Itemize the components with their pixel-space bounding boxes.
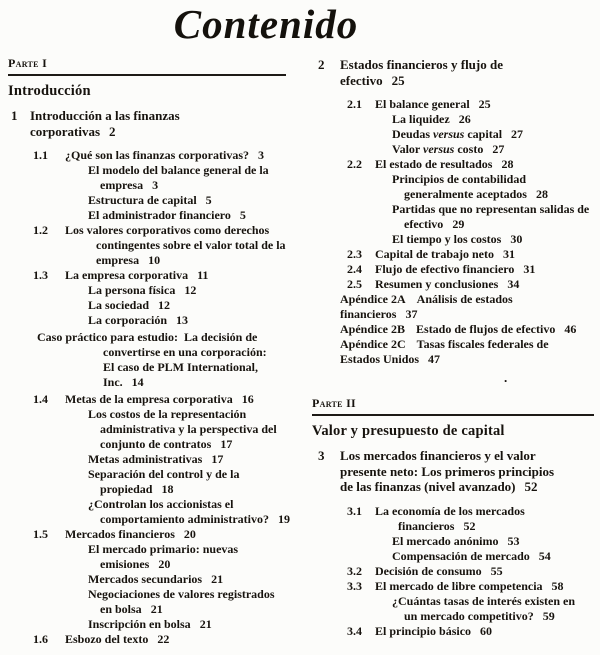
entry-line-continuation: [8, 253, 286, 268]
entry-line: [312, 292, 594, 307]
entry-line-continuation: [8, 512, 290, 527]
entry-text: Tasas fiscales federales de: [416, 337, 549, 351]
page-number: 3: [258, 148, 265, 162]
entry-line: [312, 564, 594, 579]
toc-section: [8, 148, 286, 163]
page-number: 27: [492, 142, 505, 156]
entry-text: Introducción: [8, 83, 91, 99]
appendix-label: Apéndice 2C: [340, 337, 406, 351]
toc-topic: [8, 587, 286, 617]
entry-line: [8, 193, 286, 208]
page-number: 14: [131, 375, 144, 389]
entry-text: El modelo del balance general de la: [88, 163, 269, 177]
entry-number: 3.4: [347, 623, 362, 638]
entry-text: Separación del control y de la: [88, 467, 240, 481]
entry-line: [8, 268, 286, 283]
entry-text: El balance general: [375, 97, 470, 111]
entry-text: Esbozo del texto: [65, 632, 149, 646]
toc-topic: [312, 112, 594, 127]
entry-line-continuation: [312, 519, 594, 534]
entry-text: Decisión de consumo: [375, 563, 482, 578]
part-divider-rule: [312, 414, 594, 416]
toc-chapter: [312, 57, 594, 88]
entry-line-continuation: [312, 187, 594, 202]
toc-section: [8, 632, 286, 647]
entry-text: conjunto de contratos: [100, 437, 212, 451]
page-number: 26: [458, 112, 471, 126]
entry-line: [312, 172, 594, 187]
entry-text: generalmente aceptados: [404, 187, 527, 201]
entry-text: versus: [433, 127, 465, 141]
page-number: 16: [241, 392, 254, 406]
page-number: 31: [523, 262, 536, 276]
entry-line: [312, 397, 594, 410]
toc-section: [8, 527, 286, 542]
toc-topic: [8, 572, 286, 587]
entry-line: [312, 112, 594, 127]
entry-line: [312, 322, 594, 337]
page-number: 52: [463, 518, 476, 533]
entry-text: El mercado anónimo: [392, 533, 499, 548]
entry-line: [312, 579, 594, 594]
entry-text: un mercado competitivo?: [404, 608, 534, 623]
toc-topic: [312, 594, 594, 624]
entry-text: Metas administrativas: [88, 452, 203, 466]
toc-section: [312, 624, 594, 639]
entry-line: [312, 57, 594, 73]
entry-line: [312, 202, 594, 217]
entry-text: Estados Unidos: [340, 352, 420, 366]
entry-number: 2: [318, 57, 325, 72]
entry-text: Mercados secundarios: [88, 572, 203, 586]
entry-line: [8, 330, 286, 345]
toc-topic: [8, 497, 290, 527]
entry-line: [8, 467, 286, 482]
page-number: 20: [158, 557, 171, 571]
entry-line-continuation: [8, 360, 286, 375]
entry-text: La economía de los mercados: [375, 503, 525, 518]
entry-number: 2.3: [347, 247, 362, 261]
entry-line: [8, 617, 286, 632]
toc-appendix: [312, 337, 594, 367]
entry-text: Negociaciones de valores registrados: [88, 587, 275, 601]
entry-text: Estructura de capital: [88, 193, 197, 207]
page-number: 17: [220, 437, 233, 451]
entry-line: [312, 232, 594, 247]
entry-line-continuation: [8, 345, 286, 360]
page-number: 30: [510, 232, 523, 246]
page-number: 55: [490, 563, 503, 578]
entry-line: [8, 632, 286, 647]
entry-text: Capital de trabajo neto: [375, 247, 494, 261]
toc-appendix: [312, 322, 594, 337]
entry-text: Metas de la empresa corporativa: [65, 392, 233, 406]
entry-text: financieros: [340, 307, 397, 321]
entry-line: [312, 262, 594, 277]
toc-topic: [8, 193, 286, 208]
entry-number: 1: [11, 108, 18, 123]
entry-line: [312, 97, 594, 112]
entry-text: contingentes sobre el valor total de la: [96, 238, 286, 252]
toc-section: [312, 277, 594, 292]
toc-section: [8, 268, 286, 283]
entry-text: Estado de flujos de efectivo: [416, 322, 556, 336]
entry-text: Estados financieros y flujo de: [340, 57, 503, 72]
entry-line: [8, 497, 286, 512]
toc-section: [312, 97, 594, 112]
page-number: 5: [205, 193, 212, 207]
page-number: 37: [405, 307, 418, 321]
toc-topic: [312, 534, 594, 549]
entry-line: [8, 208, 286, 223]
entry-text: empresa: [96, 253, 140, 267]
entry-text: Análisis de estados: [416, 292, 513, 306]
toc-heading: [8, 82, 286, 100]
entry-line: [312, 549, 594, 564]
stray-mark: .: [504, 370, 508, 385]
page-number: 29: [452, 217, 465, 231]
entry-text: Inc.: [103, 375, 123, 389]
entry-text: Resumen y conclusiones: [375, 277, 499, 291]
entry-text: propiedad: [100, 482, 153, 496]
entry-number: 1.5: [33, 527, 48, 541]
toc-topic: [312, 142, 594, 157]
entry-text: La empresa corporativa: [65, 268, 189, 282]
page-number: 13: [176, 313, 188, 327]
page-number: 10: [148, 253, 161, 267]
part-divider-rule: [8, 74, 286, 76]
page-number: 11: [197, 268, 209, 282]
entry-line-continuation: [8, 422, 286, 437]
entry-text: Inscripción en bolsa: [88, 617, 191, 631]
entry-line: [312, 142, 594, 157]
entry-line: [8, 572, 286, 587]
entry-text: Valor: [392, 142, 424, 156]
entry-text: El mercado de libre competencia: [375, 578, 543, 593]
entry-line: [8, 298, 286, 313]
page-number: 28: [501, 157, 514, 171]
toc-topic: [8, 452, 286, 467]
entry-line: [8, 163, 286, 178]
toc-topic: [8, 283, 286, 298]
page-number: 22: [157, 632, 170, 646]
entry-text: ¿Qué son las finanzas corporativas?: [65, 148, 250, 162]
entry-text: Mercados financieros: [65, 527, 175, 541]
toc-section: [8, 392, 286, 407]
page-number: 12: [184, 283, 197, 297]
entry-text: El administrador financiero: [88, 208, 231, 222]
entry-line: [312, 504, 594, 519]
entry-text: corporativas: [30, 123, 101, 139]
page-number: 25: [391, 72, 405, 88]
page-number: 52: [524, 479, 538, 494]
toc-section: [8, 223, 286, 268]
entry-number: 1.1: [33, 148, 48, 162]
entry-number: 3.1: [347, 503, 362, 518]
entry-text: ¿Cuántas tasas de interés existen en: [392, 593, 575, 608]
entry-line: [312, 422, 594, 440]
appendix-label: Apéndice 2B: [340, 322, 406, 336]
toc-case: [8, 330, 286, 390]
entry-line: [8, 148, 286, 163]
entry-text: El principio básico: [375, 623, 472, 638]
entry-line: [8, 452, 286, 467]
entry-text: presente neto: Los primeros principios: [340, 463, 555, 479]
page-number: 25: [478, 97, 491, 111]
entry-text: Parte II: [312, 396, 357, 410]
entry-line: [312, 247, 594, 262]
toc-topic: [312, 127, 594, 142]
entry-text: La sociedad: [88, 298, 150, 312]
toc-topic: [312, 549, 594, 564]
toc-section: [312, 157, 594, 172]
page-number: 2: [109, 123, 116, 139]
entry-number: 1.6: [33, 632, 48, 646]
toc-column-right: [312, 57, 594, 639]
entry-number: 2.4: [347, 262, 362, 276]
page-number: 46: [564, 322, 577, 336]
entry-text: Parte I: [8, 56, 48, 70]
entry-text: Los costos de la representación: [88, 407, 247, 421]
entry-line-continuation: [8, 437, 286, 452]
entry-line-continuation: [8, 238, 286, 253]
entry-number: 2.5: [347, 277, 362, 291]
entry-text: capital: [464, 127, 503, 141]
entry-text: de las finanzas (nivel avanzado): [340, 479, 516, 494]
page-number: 28: [535, 187, 548, 201]
entry-text: Los valores corporativos como derechos: [65, 223, 270, 237]
entry-line: [312, 337, 594, 352]
entry-line-continuation: [8, 602, 286, 617]
entry-number: 3.3: [347, 578, 362, 593]
entry-line: [8, 542, 286, 557]
entry-text: Partidas que no representan salidas de: [392, 202, 590, 216]
toc-section: [312, 579, 594, 594]
entry-line: [8, 407, 286, 422]
entry-text: empresa: [100, 178, 144, 192]
toc-topic: [8, 298, 286, 313]
entry-text: El estado de resultados: [375, 157, 493, 171]
entry-line: [8, 527, 286, 542]
page-number: 19: [277, 512, 290, 526]
toc-topic: [8, 467, 286, 497]
entry-line-continuation: [312, 609, 594, 624]
toc-topic: [312, 232, 594, 247]
entry-text: en bolsa: [100, 602, 142, 616]
entry-number: 3.2: [347, 563, 362, 578]
entry-line: [312, 448, 594, 464]
page-number: 21: [211, 572, 224, 586]
entry-text: Valor y presupuesto de capital: [312, 423, 505, 439]
entry-line-continuation: [312, 73, 594, 89]
entry-text: La persona física: [88, 283, 176, 297]
entry-text: administrativa y la perspectiva del: [100, 422, 277, 436]
entry-text: La corporación: [88, 313, 167, 327]
entry-line: [312, 594, 594, 609]
entry-text: emisiones: [100, 557, 150, 571]
entry-text: Compensación de mercado: [392, 548, 530, 563]
entry-line: [312, 534, 594, 549]
page-number: 5: [239, 208, 246, 222]
entry-line-continuation: [8, 375, 286, 390]
entry-text: El mercado primario: nuevas: [88, 542, 239, 556]
page-number: 20: [183, 527, 196, 541]
toc-topic: [312, 202, 594, 232]
entry-number: 2.2: [347, 157, 362, 171]
toc-chapter: [312, 448, 594, 495]
entry-text: costo: [454, 142, 484, 156]
entry-number: 1.4: [33, 392, 48, 406]
toc-topic: [8, 407, 286, 452]
entry-text: La liquidez: [392, 112, 450, 126]
page-number: 21: [199, 617, 212, 631]
entry-number: 1.2: [33, 223, 48, 237]
entry-line-continuation: [312, 217, 594, 232]
page-number: 18: [161, 482, 174, 496]
entry-line: [8, 82, 286, 100]
entry-line: [8, 392, 286, 407]
page-number: 31: [503, 247, 515, 261]
entry-line: [8, 223, 286, 238]
entry-number: 1.3: [33, 268, 48, 282]
entry-line: [312, 624, 594, 639]
entry-text: El tiempo y los costos: [392, 232, 502, 246]
entry-line: [312, 157, 594, 172]
entry-line: [312, 127, 594, 142]
page-number: 60: [480, 623, 493, 638]
toc-heading: [312, 422, 594, 440]
appendix-label: Apéndice 2A: [340, 292, 406, 306]
entry-line-continuation: [8, 557, 286, 572]
toc-topic: [8, 163, 286, 193]
toc-section: [312, 504, 594, 534]
entry-text: versus: [423, 142, 455, 156]
page-number: 34: [507, 277, 520, 291]
entry-text: Caso práctico para estudio: La decisión de: [37, 330, 258, 344]
entry-line-continuation: [8, 178, 286, 193]
entry-line: [8, 57, 286, 70]
entry-text: Los mercados financieros y el valor: [340, 448, 536, 463]
page-number: 21: [150, 602, 163, 616]
page-number: 27: [511, 127, 524, 141]
entry-text: ¿Controlan los accionistas el: [88, 497, 234, 511]
toc-section: [312, 247, 594, 262]
toc-appendix: [312, 292, 594, 322]
entry-text: convertirse en una corporación:: [103, 345, 267, 359]
toc-section: [312, 262, 594, 277]
entry-line: [8, 108, 286, 124]
entry-number: 2.1: [347, 97, 362, 111]
toc-part: [312, 397, 594, 410]
entry-line: [8, 313, 286, 328]
entry-line-continuation: [8, 124, 286, 140]
page-number: 12: [158, 298, 171, 312]
toc-column-left: [8, 56, 290, 647]
toc-topic: [8, 208, 286, 223]
page-title: Contenido: [173, 1, 359, 47]
toc-topic: [8, 313, 286, 328]
entry-text: comportamiento administrativo?: [100, 512, 269, 526]
entry-text: Deudas: [392, 127, 434, 141]
entry-text: Principios de contabilidad: [392, 172, 527, 186]
entry-text: efectivo: [340, 72, 383, 88]
entry-line-continuation: [8, 482, 286, 497]
toc-topic: [312, 172, 594, 202]
entry-line: [8, 587, 286, 602]
entry-text: El caso de PLM International,: [103, 360, 258, 374]
toc-chapter: [8, 108, 286, 139]
page-number: 3: [152, 178, 159, 192]
entry-text: financieros: [398, 518, 455, 533]
entry-line: [312, 277, 594, 292]
entry-line-continuation: [312, 352, 594, 367]
toc-topic: [8, 617, 286, 632]
page-number: 47: [428, 352, 441, 366]
page-number: 58: [551, 578, 564, 593]
page-number: 17: [211, 452, 224, 466]
entry-line-continuation: [312, 464, 594, 480]
page-number: 54: [538, 548, 551, 563]
entry-text: Flujo de efectivo financiero: [375, 262, 515, 276]
toc-section: [312, 564, 594, 579]
toc-topic: [8, 542, 286, 572]
entry-line-continuation: [312, 479, 594, 495]
entry-text: Introducción a las finanzas: [30, 108, 180, 123]
entry-line-continuation: [312, 307, 594, 322]
entry-text: efectivo: [404, 217, 444, 231]
page-number: 59: [542, 608, 555, 623]
toc-part: [8, 57, 286, 70]
entry-line: [8, 283, 286, 298]
page-number: 53: [507, 533, 520, 548]
entry-number: 3: [318, 448, 325, 463]
